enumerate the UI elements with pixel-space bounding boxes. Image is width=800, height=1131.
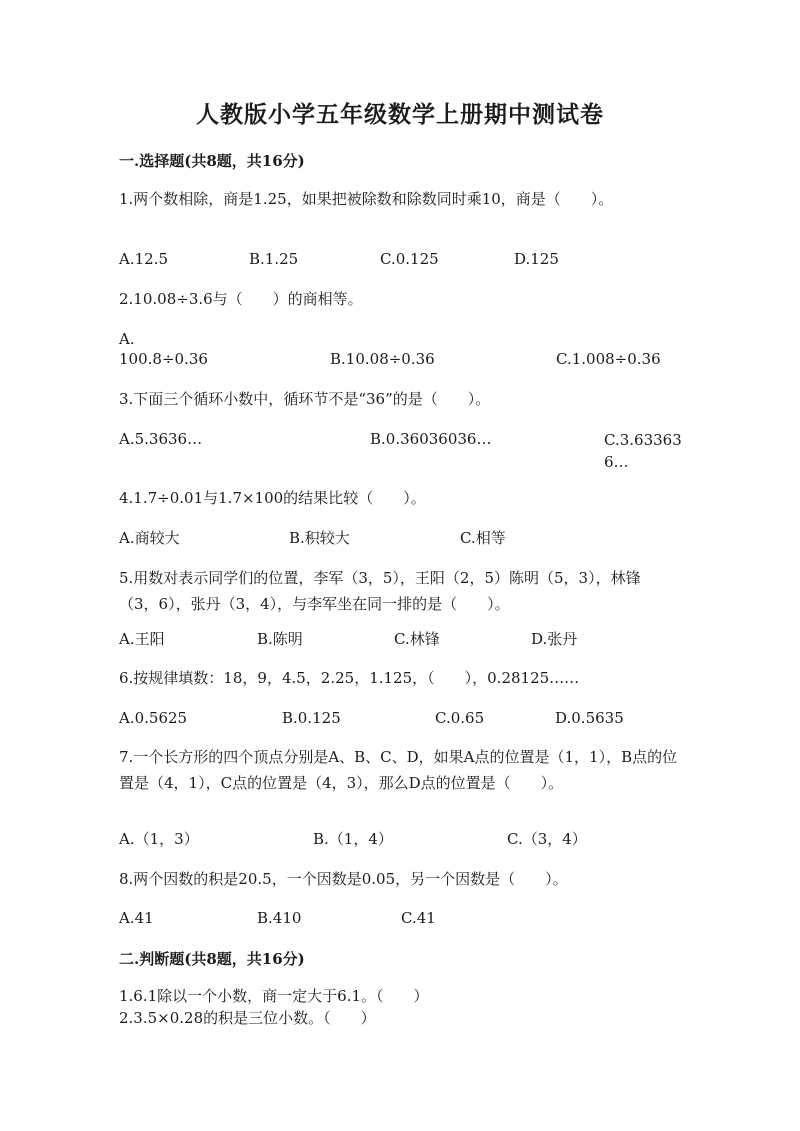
q8-option-b[interactable]: B.410	[257, 909, 302, 927]
page-title: 人教版小学五年级数学上册期中测试卷	[196, 101, 604, 128]
q1-option-b[interactable]: B.1.25	[249, 250, 299, 268]
q2-option-a[interactable]: A. 100.8÷0.36	[119, 330, 208, 368]
section-heading-judge: 二.判断题(共8题，共16分)	[119, 950, 305, 968]
question-5: 5.用数对表示同学们的位置，李军（3，5），王阳（2，5）陈明（5，3），林锋（3，6），张丹（3，4），与李军坐在同一排的是（ ）。	[119, 569, 641, 613]
q1-option-a[interactable]: A.12.5	[119, 250, 168, 268]
q1-option-c[interactable]: C.0.125	[380, 250, 439, 268]
question-6: 6.按规律填数：18，9，4.5，2.25，1.125，（ ），0.28125……	[119, 669, 580, 687]
q5-option-c[interactable]: C.林锋	[394, 630, 440, 648]
q3-option-c[interactable]: C.3.63363 6…	[604, 431, 682, 471]
question-8: 8.两个因数的积是20.5，一个因数是0.05，另一个因数是（ ）。	[119, 870, 568, 888]
section-heading-choice: 一.选择题(共8题，共16分)	[119, 152, 305, 170]
q6-option-c[interactable]: C.0.65	[435, 709, 485, 727]
q4-option-b[interactable]: B.积较大	[289, 529, 350, 547]
judge-question-2: 2.3.5×0.28的积是三位小数。（ ）	[119, 1009, 376, 1027]
q2-option-b[interactable]: B.10.08÷0.36	[330, 350, 435, 368]
question-7: 7.一个长方形的四个顶点分别是A、B、C、D，如果A点的位置是（1，1），B点的位置是（4，1），C点的位置是（4，3），那么D点的位置是（ ）。	[119, 748, 678, 792]
q5-option-a[interactable]: A.王阳	[119, 630, 165, 648]
q6-option-d[interactable]: D.0.5635	[555, 709, 624, 727]
q5-option-b[interactable]: B.陈明	[257, 630, 303, 648]
q6-option-a[interactable]: A.0.5625	[119, 709, 188, 727]
question-3: 3.下面三个循环小数中，循环节不是“36”的是（ ）。	[119, 390, 491, 408]
question-1: 1.两个数相除，商是1.25，如果把被除数和除数同时乘10，商是（ ）。	[119, 190, 614, 208]
q6-option-b[interactable]: B.0.125	[282, 709, 341, 727]
q1-option-d[interactable]: D.125	[514, 250, 559, 268]
q4-option-a[interactable]: A.商较大	[119, 529, 180, 547]
q3-option-b[interactable]: B.0.36036036…	[370, 430, 492, 448]
question-4: 4.1.7÷0.01与1.7×100的结果比较（ ）。	[119, 489, 426, 507]
q8-option-a[interactable]: A.41	[119, 909, 154, 927]
q4-option-c[interactable]: C.相等	[460, 529, 506, 547]
q7-option-a[interactable]: A.（1，3）	[119, 830, 199, 848]
q8-option-c[interactable]: C.41	[401, 909, 436, 927]
q3-option-a[interactable]: A.5.3636…	[119, 430, 203, 448]
q7-option-c[interactable]: C.（3，4）	[507, 830, 587, 848]
q2-option-c[interactable]: C.1.008÷0.36	[556, 350, 661, 368]
question-2: 2.10.08÷3.6与（ ）的商相等。	[119, 290, 363, 308]
q5-option-d[interactable]: D.张丹	[531, 630, 578, 648]
q7-option-b[interactable]: B.（1，4）	[313, 830, 393, 848]
judge-question-1: 1.6.1除以一个小数，商一定大于6.1。（ ）	[119, 987, 429, 1005]
